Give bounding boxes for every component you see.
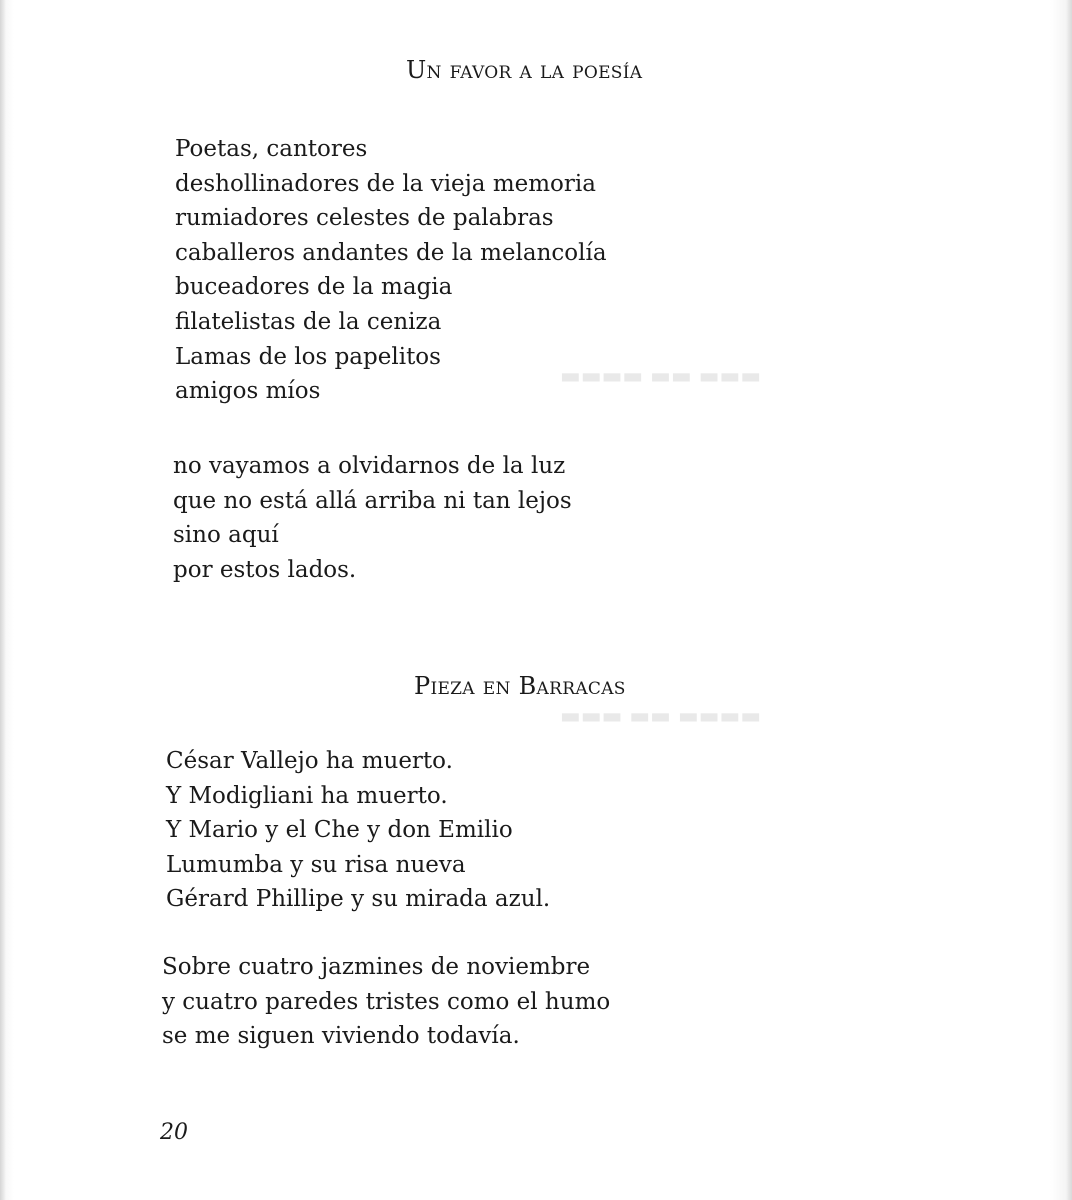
poem-2-stanza-1 (166, 744, 550, 917)
verse-line: Sobre cuatro jazmines de noviembre (162, 954, 591, 980)
verse-line: no vayamos a olvidarnos de la luz (173, 453, 566, 479)
page-right-edge-shadow (1066, 0, 1072, 1200)
verse-line: Poetas, cantores (175, 136, 368, 162)
verse-line: Lumumba y su risa nueva (166, 851, 466, 878)
verse-line: buceadores de la magia (175, 274, 453, 301)
poem-1-stanza-2 (173, 449, 572, 587)
page-number: 20 (160, 1120, 188, 1145)
verse-line: César Vallejo ha muerto. (166, 748, 453, 774)
verse-line: sino aquí (173, 522, 279, 549)
verse-line: se me siguen viviendo todavía. (162, 1023, 520, 1050)
verse-line: caballeros andantes de la melancolía (175, 239, 607, 266)
page-left-edge-shadow (0, 0, 6, 1200)
verse-line: que no está allá arriba ni tan lejos (173, 487, 572, 514)
verse-line: por estos lados. (173, 556, 357, 583)
poem-2-title: Pieza en Barracas (414, 672, 626, 700)
verse-line: deshollinadores de la vieja memoria (175, 170, 596, 197)
verse-line: Gérard Phillipe y su mirada azul. (166, 886, 551, 913)
poem-1-stanza-1 (175, 132, 607, 409)
poem-1-title: Un favor a la poesía (406, 56, 643, 84)
show-through-texture: ▬▬▬▬ ▬▬ ▬▬▬ (560, 704, 762, 729)
show-through-texture: ▬▬▬ ▬▬ ▬▬▬▬ (560, 364, 762, 389)
poem-2-stanza-2 (162, 950, 610, 1054)
verse-line: y cuatro paredes tristes como el humo (162, 988, 611, 1015)
verse-line: filatelistas de la ceniza (175, 308, 442, 335)
verse-line: Y Mario y el Che y don Emilio (166, 817, 513, 844)
verse-line: Lamas de los papelitos (175, 343, 441, 370)
verse-line: Y Modigliani ha muerto. (166, 782, 448, 809)
verse-line: amigos míos (175, 378, 321, 405)
verse-line: rumiadores celestes de palabras (175, 205, 554, 232)
